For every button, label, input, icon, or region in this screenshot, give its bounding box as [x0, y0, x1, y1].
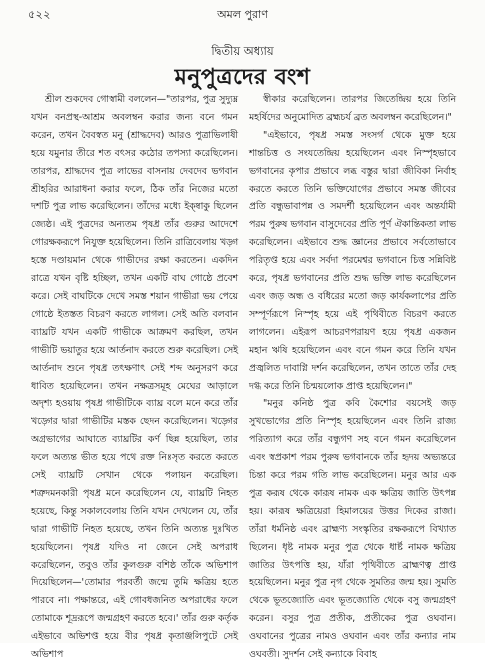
running-head: অমল পুরাণ	[217, 8, 268, 21]
chapter-title: মনুপুত্রদের বংশ	[174, 65, 311, 90]
left-column	[31, 91, 238, 661]
chapter-label: দ্বিতীয় অধ্যায়	[211, 44, 274, 58]
page-number: ৫২২	[28, 8, 51, 21]
body-paragraph: "মনুর কনিষ্ঠ পুত্র কবি কৈশোর বয়সেই জড় সুখভোগের প্রতি নিস্পৃহ হয়েছিলেন এবং তিনি রাজ্য পরিত্যাগ করে তাঁর বন্ধুগণ সহ বনে গমন করেছিলেন এবং স্বপ্রকাশ পরম পুরুষ ভগবানকে তাঁর হৃদয় অভ্যন্তরে চিন্তা করে পরম গতি লাভ করেছিলেন। মনুর আর এক পুত্র করূষ থেকে কারূষ নামক এক ক্ষত্রিয় জাতি উৎপন্ন হয়। কারূষ ক্ষত্রিয়েরা হিমালয়ের উত্তর দিকের রাজা। তাঁরা ধর্মনিষ্ঠ এবং ব্রাহ্মণ্য সংস্কৃতির রক্ষকরূপে বিখ্যাত ছিলেন। ধৃষ্ট নামক মনুর পুত্র থেকে ধার্ষ্ট নামক ক্ষত্রিয় জাতির উৎপত্তি হয়, যাঁরা পৃথিবীতে ব্রাহ্মণত্ব প্রাপ্ত হয়েছিলেন। মনুর পুত্র নৃগ থেকে সুমতির জন্ম হয়। সুমতি থেকে ভূতজ্যোতি এবং ভূতজ্যোতি থেকে বসু জন্মগ্রহণ করেন। বসুর পুত্র প্রতীক, প্রতীকের পুত্র ওঘবান। ওঘবানের পুত্রের নামও ওঘবান এবং তাঁর কন্যার নাম ওঘবতী। সুদর্শন সেই কন্যাকে বিবাহ	[249, 398, 456, 661]
page-header	[0, 6, 485, 24]
body-paragraph: স্বীকার করেছিলেন। তারপর জিতেন্দ্রিয় হয়ে তিনি মহর্ষিদের অনুমোদিত ব্রহ্মচর্য ব্রত অবলম্বন করেছিলেন।"	[249, 94, 456, 123]
right-column	[249, 91, 456, 661]
body-paragraph: শ্রীল শুকদেব গোস্বামী বললেন—"তারপর, পুত্র সুদ্যুম্ন যখন বনপ্রস্থ-আশ্রম অবলম্বন করার জন্য বনে গমন করেন, তখন বৈবস্বত মনু (শ্রাদ্ধদেব) আরও পুত্রাভিলাষী হয়ে যমুনার তীরে শত বৎসর কঠোর তপস্যা করেছিলেন। তারপর, শ্রাদ্ধদেব পুত্র লাভের বাসনায় দেবদেব ভগবান শ্রীহরির আরাধনা করার ফলে, ঠিক তাঁর নিজের মতো দশটি পুত্র লাভ করেছিলেন। তাঁদের মধ্যে ইক্ষ্বাকু ছিলেন জ্যেষ্ঠ। এই পুত্রদের অন্যতম পৃষধ্র তাঁর গুরুর আদেশে গোরক্ষকরূপে নিযুক্ত হয়েছিলেন। তিনি রাত্রিবেলায় খড়্গ হস্তে দণ্ডায়মান থেকে গাভীদের রক্ষা করতেন। একদিন রাত্রে যখন বৃষ্টি হচ্ছিল, তখন একটি বাঘ গোষ্ঠে প্রবেশ করে। সেই বাঘটিকে দেখে সমস্ত শয়ান গাভীরা ভয় পেয়ে গোষ্ঠে ইতস্তত বিচরণ করতে লাগল। সেই অতি বলবান ব্যাঘ্রটি যখন একটি গাভীকে আক্রমণ করছিল, তখন গাভীটি ভয়াতুর হয়ে আর্তনাদ করতে শুরু করেছিল। সেই আর্তনাদ শুনে পৃষধ্র তৎক্ষণাৎ সেই শব্দ অনুসরণ করে ধাবিত হয়েছিলেন। তখন নক্ষত্রসমূহ মেঘের আড়ালে অদৃশ্য হওয়ায় পৃষধ্র গাভীটিকে ব্যাঘ্র বলে মনে করে তাঁর খড়্গের দ্বারা গাভীটির মস্তক ছেদন করেছিলেন। খড়্গের অগ্রভাগের আঘাতে ব্যাঘ্রটির কর্ণ ছিন্ন হয়েছিল, তার ফলে অত্যন্ত ভীত হয়ে পথে রক্ত নিঃসৃত করতে করতে সেই ব্যাঘ্রটি সেখান থেকে পলায়ন করেছিল। শত্রুদমনকারী পৃষধ্র মনে করেছিলেন যে, ব্যাঘ্রটি নিহত হয়েছে, কিন্তু সকালবেলায় তিনি যখন দেখলেন যে, তাঁর দ্বারা গাভীটি নিহত হয়েছে, তখন তিনি অত্যন্ত দুঃখিত হয়েছিলেন। পৃষধ্র যদিও না জেনে সেই অপরাধ করেছিলেন, তবুও তাঁর কুলগুরু বশিষ্ঠ তাঁকে অভিশাপ দিয়েছিলেন—'তোমার পরবর্তী জন্মে তুমি ক্ষত্রিয় হতে পারবে না। পক্ষান্তরে, এই গোবধজনিত অপরাধের ফলে তোমাকে শূদ্ররূপে জন্মগ্রহণ করতে হবে।' তাঁর গুরু কর্তৃক এইভাবে অভিশপ্ত হয়ে বীর পৃষধ্র কৃতাঞ্জলিপুটে সেই অভিশাপ	[31, 94, 238, 661]
body-paragraph: "এইভাবে, পৃষধ্র সমস্ত সংসর্গ থেকে মুক্ত হয়ে শান্তচিত্ত ও সংযতেন্দ্রিয় হয়েছিলেন এবং নিস্পৃহভাবে ভগবানের কৃপার প্রভাবে লব্ধ বস্তুর দ্বারা জীবিকা নির্বাহ করতে করতে তিনি ভক্তিযোগের প্রভাবে সমস্ত জীবের প্রতি বন্ধুভাবাপন্ন ও সমদর্শী হয়েছিলেন এবং অন্তর্যামী পরম পুরুষ ভগবান বাসুদেবের প্রতি পূর্ণ ঐকান্তিকতা লাভ করেছিলেন। এইভাবে শুদ্ধ জ্ঞানের প্রভাবে সর্বতোভাবে পরিতৃপ্ত হয়ে এবং সর্বদা পরমেশ্বর ভগবানে চিত্ত সন্নিবিষ্ট করে, পৃষধ্র ভগবানের প্রতি শুদ্ধ ভক্তি লাভ করেছিলেন এবং জড় অন্ধ ও বধিরের মতো জড় কার্যকলাপের প্রতি সম্পূর্ণরূপে নিস্পৃহ হয়ে এই পৃথিবীতে বিচরণ করতে লাগলেন। এইরূপ আচরণপরায়ণ হয়ে পৃষধ্র একজন মহান ঋষি হয়েছিলেন এবং বনে গমন করে তিনি যখন প্রজ্বলিত দাবাগ্নি দর্শন করেছিলেন, তখন তাতে তাঁর দেহ দগ্ধ করে তিনি চিন্ময়লোক প্রাপ্ত হয়েছিলেন।"	[249, 129, 456, 392]
